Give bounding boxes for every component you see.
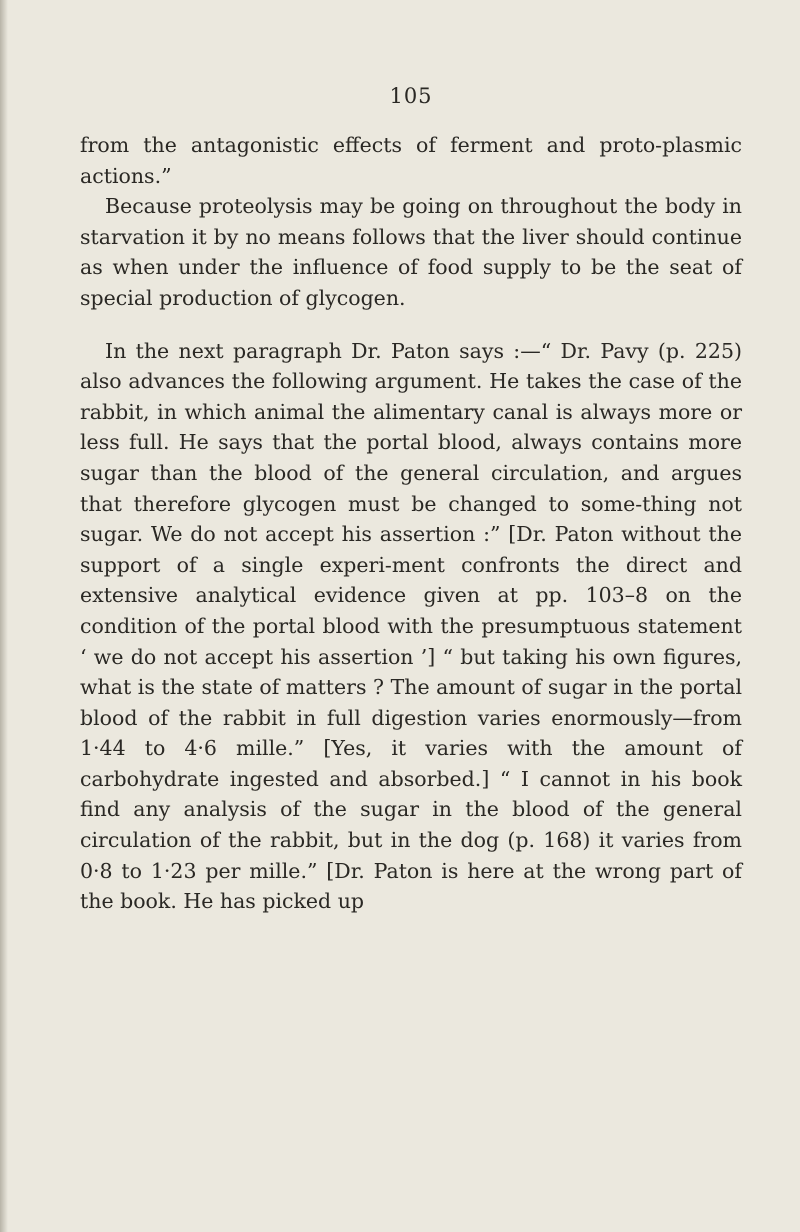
page-number: 105 — [389, 84, 433, 108]
paragraph-continued: from the antagonistic effects of ferment and proto-plasmic actions.” — [80, 133, 742, 188]
paragraph-proteolysis: Because proteolysis may be going on throughout the body in starvation it by no means follows that the liver should continue as when under the influence of food supply to be the seat of special production of glycogen. — [80, 194, 742, 310]
paragraph-paton-argument: In the next paragraph Dr. Paton says :—“ Dr. Pavy (p. 225) also advances the following argument. He takes the case of the rabbit, in which animal the alimentary canal is always more or less full. He says that the portal blood, always contains more sugar than the blood of the general circulation, and argues that therefore glycogen must be changed to some-thing not sugar. We do not accept his assertion :” [Dr. Paton without the support of a single experi-ment confronts the direct and extensive analytical evidence given at pp. 103–8 on the condition of the portal blood with the presumptuous statement ‘ we do not accept his assertion ’] “ but taking his own figures, what is the state of matters ? The amount of sugar in the portal blood of the rabbit in full digestion varies enormously—from 1·44 to 4·6 mille.” [Yes, it varies with the amount of carbohydrate ingested and absorbed.] “ I cannot in his book find any analysis of the sugar in the blood of the general circulation of the rabbit, but in the dog (p. 168) it varies from 0·8 to 1·23 per mille.” [Dr. Paton is here at the wrong part of the book. He has picked up — [80, 338, 742, 914]
